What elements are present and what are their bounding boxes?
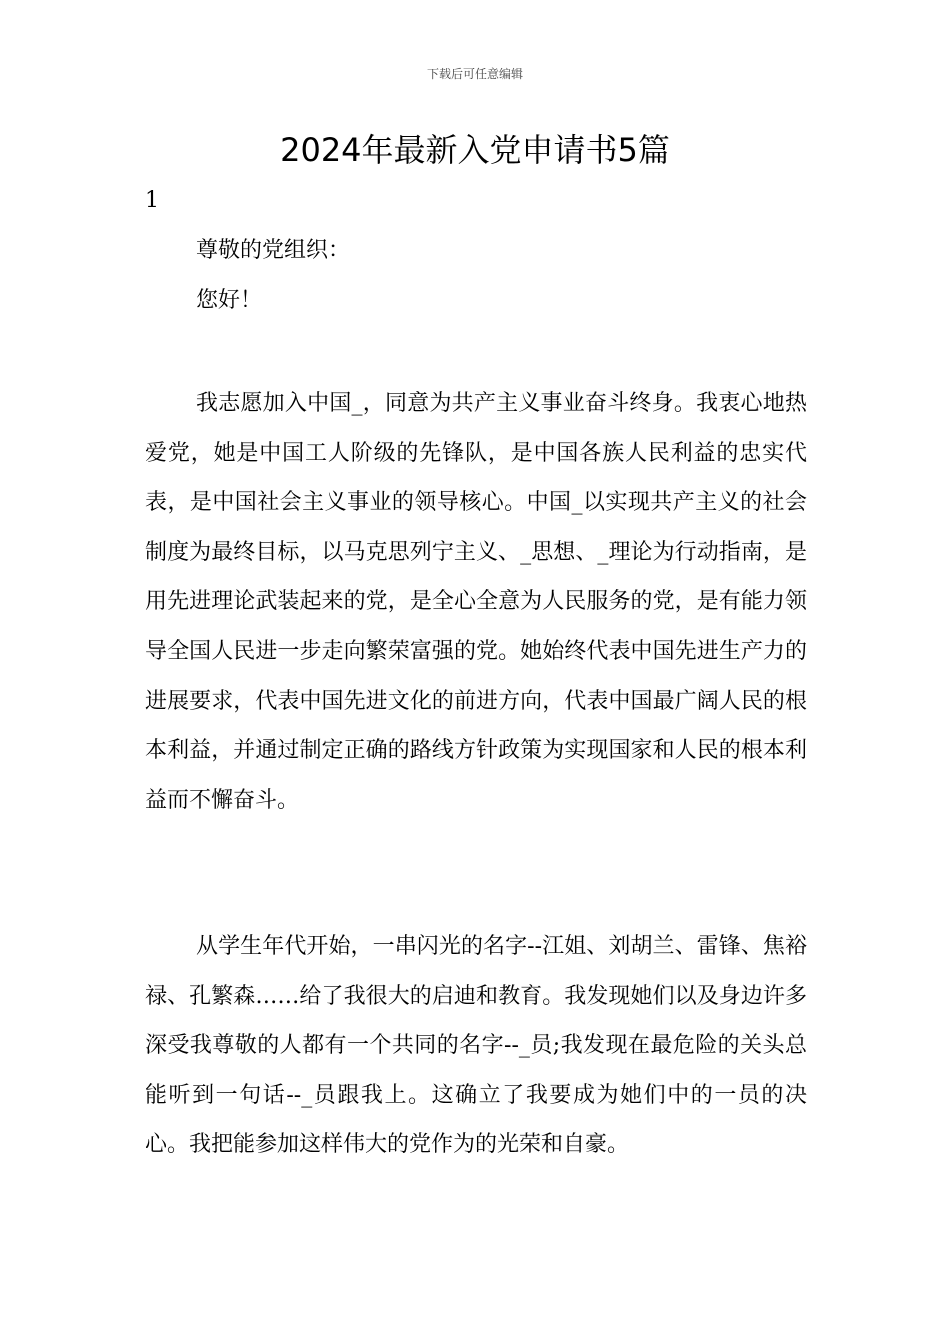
body-paragraph-2: 从学生年代开始，一串闪光的名字--江姐、刘胡兰、雷锋、焦裕禄、孔繁森……给了我很大的启迪和教育。我发现她们以及身边许多深受我尊敬的人都有一个共同的名字--_员;我发现在最危险的关头总能听到一句话--_员跟我上。这确立了我要成为她们中的一员的决心。我把能参加这样伟大的党作为的光荣和自豪。 (145, 934, 807, 1158)
greeting: 您好！ (196, 288, 263, 313)
page-header: 下载后可任意编辑 (426, 67, 523, 81)
section-number: 1 (145, 188, 159, 213)
salutation: 尊敬的党组织： (196, 238, 351, 263)
body-paragraph-1: 我志愿加入中国_，同意为共产主义事业奋斗终身。我衷心地热爱党，她是中国工人阶级的先锋队，是中国各族人民利益的忠实代表，是中国社会主义事业的领导核心。中国_以实现共产主义的社会制度为最终目标，以马克思列宁主义、_思想、_理论为行动指南，是用先进理论武装起来的党，是全心全意为人民服务的党，是有能力领导全国人民进一步走向繁荣富强的党。她始终代表中国先进生产力的进展要求，代表中国先进文化的前进方向，代表中国最广阔人民的根本利益，并通过制定正确的路线方针政策为实现国家和人民的根本利益而不懈奋斗。 (145, 391, 807, 813)
document-title: 2024年最新入党申请书5篇 (280, 131, 670, 169)
